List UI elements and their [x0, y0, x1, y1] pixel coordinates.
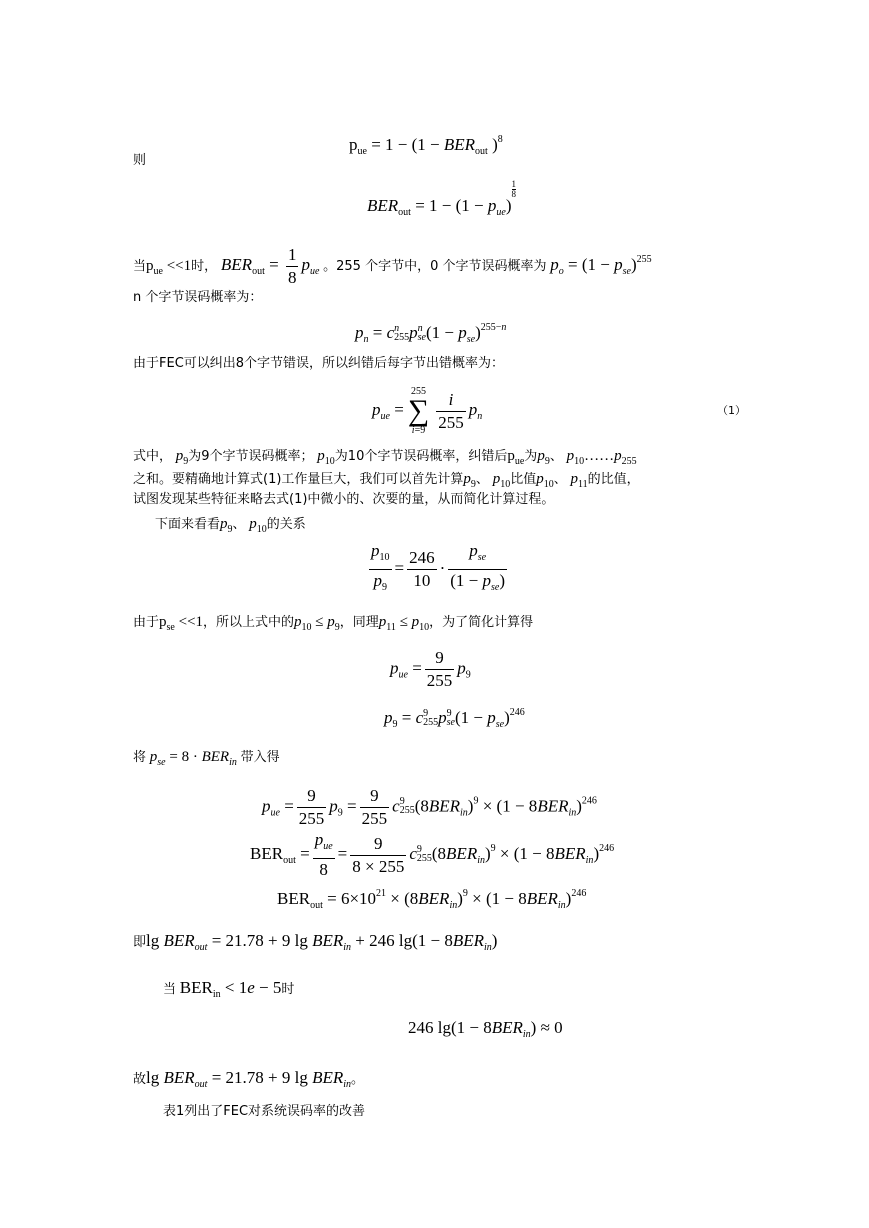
equation-number: （1）	[717, 404, 746, 417]
text-fec-correct: 由于FEC可以纠出8个字节错误，所以纠错后每字节出错概率为：	[133, 356, 505, 371]
text-n-byte-prob: n 个字节误码概率为：	[133, 290, 263, 305]
equation-berout-simplified: $BER_{out} = 6\times 10^{21} \times (8BER_{in})^9 \times (1 - 8BER_{in})^{246}$	[277, 888, 587, 911]
equation-pue-approx: $p_{ue}$ = $\frac{9}{255}$ $p_9$	[390, 648, 471, 690]
equation-pn: $p_n = c$ n 255 p n se $(1 - p_{se})^{255-n}$	[355, 322, 507, 345]
paragraph-threshold: 当 $BER_{in} < 1e - 5$时	[163, 978, 295, 1000]
paragraph-when-pue-small: 当$p_{ue} <<1$时， $BER_{out}$ = $\frac{1}{8}$ $p_{ue}$ 。255 个字节中，0 个字节误码概率为 $p_o = (1 - p_{se})^{255}$	[133, 245, 652, 287]
equation-sum-pue: $p_{ue}$ = 255 ∑ i=9 $\frac{i}{255}$ $p_n$	[372, 386, 483, 436]
paragraph-conclusion: 故$\lg BER_{out} = 21.78 + 9$ $\lg BER_{in}$。	[133, 1068, 365, 1090]
equation-berout-substituted: $BER_{out}$ = $\frac{p_{ue}}{8}$ = $\frac{9}{8 \times 255}$ c 9 255 $(8BER_{in})^9 \times (1 - 8BER_{in})^{246}$	[250, 830, 615, 879]
paragraph-look-relation: 下面来看看$p_9$、 $p_{10}$的关系	[155, 516, 306, 535]
paragraph-log-form: 即$\lg BER_{out} = 21.78 + 9$ $\lg BER_{in} + 246$ $\lg(1 - 8BER_{in})$	[133, 931, 498, 953]
paragraph-explain-line2: 之和。要精确地计算式(1)工作量巨大，我们可以首先计算$p_9$、 $p_{10}$比值$p_{10}$、 $p_{11}$的比值，	[133, 471, 640, 490]
paragraph-explain-line3: 试图发现某些特征来略去式(1)中微小的、次要的量，从而简化计算过程。	[133, 492, 555, 507]
equation-pue-substituted: $p_{ue}$ = $\frac{9}{255}$ $p_9$ = $\frac{9}{255}$ c 9 255 $(8BER_{in})^9 \times (1 - 8BER_{in})^{246}$	[262, 786, 597, 828]
equation-pue-definition: $p_{ue} = 1 - (1 - BER_{out}$ )$^8$	[349, 134, 503, 157]
paragraph-substitute: 将 $p_{se} = 8 \cdot BER_{in}$ 带入得	[133, 749, 280, 768]
equation-p9: $p_9 = c$ 9 255 p 9 se $(1 - p_{se})^{246}$	[384, 707, 525, 730]
paragraph-since-pse: 由于$p_{se} <<1$，所以上式中的$p_{10} \le p_9$，同理$p_{11} \le p_{10}$，为了简化计算得	[133, 614, 534, 633]
text-then: 则	[133, 153, 147, 168]
equation-approx-zero: 246 $\lg(1 - 8BER_{in}) \approx 0$	[408, 1018, 563, 1040]
paragraph-explain-line1: 式中， $p_9$为9个字节误码概率； $p_{10}$为10个字节误码概率，纠错后$p_{ue}$为$p_9$、 $p_{10}\dots\dots p_{255}$	[133, 448, 637, 467]
equation-berout: $BER_{out} = 1 - (1 - p_{ue})$ $\frac{1}{8}$	[367, 179, 516, 218]
paragraph-table-intro: 表1列出了FEC对系统误码率的改善	[163, 1104, 366, 1119]
equation-ratio: $\frac{p_{10}}{p_9}$ = $\frac{246}{10}$ · $\frac{p_{se}}{(1 - p_{se})}$	[371, 541, 506, 593]
